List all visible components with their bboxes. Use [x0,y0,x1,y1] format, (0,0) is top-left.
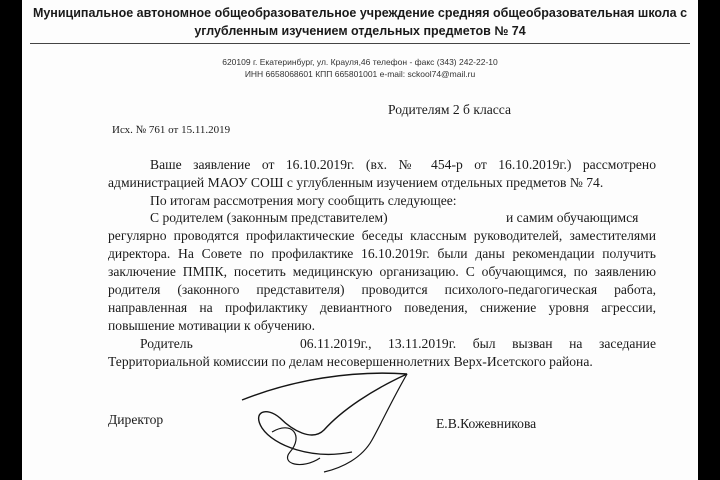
body-p3-line1b: и самим обучающимся [506,210,639,225]
body-p3-line1a: С родителем (законным представителем) [150,210,388,225]
body-p3-line4: заключение ПМПК, посетить медицинскую организацию. С обучающимся, по заявлению [108,264,656,279]
body-p3-line3: директора. На Совете по профилактике 16.10.2019г. были даны рекомендации получить [108,246,656,261]
org-requisites: ИНН 6658068601 КПП 665801001 e-mail: sckool74@mail.ru [244,69,476,79]
outgoing-number: Исх. № 761 от 15.11.2019 [112,124,231,136]
handwritten-signature [232,360,422,480]
letterhead-divider [30,43,690,44]
body-p3-line6: направленная на профилактику девиантного поведения, снижение уровня агрессии, [108,300,656,315]
org-name-line1: Муниципальное автономное общеобразовательное учреждение средняя общеобразовательная школа с [32,6,688,20]
recipient-line: Родителям 2 б класса [388,102,512,117]
body-p4-line1a: Родитель [140,336,193,351]
body-p1-line2: администрацией МАОУ СОШ с углубленным изучением отдельных предметов № 74. [108,175,604,190]
signatory-role: Директор [108,412,164,427]
org-name-line2: углубленным изучением отдельных предметов № 74 [194,24,526,38]
body-p3-line5: родителя (законного представителя) проводится психолого-педагогическая работа, [108,282,656,297]
body-p1-line1: Ваше заявление от 16.10.2019г. (вх. № 454-р от 16.10.2019г.) рассмотрено [150,157,656,172]
signatory-name: Е.В.Кожевникова [436,416,537,431]
letter-page [22,0,698,480]
body-p3-line7: повышение мотивации к обучению. [108,318,316,333]
body-p4-line1b: 06.11.2019г., 13.11.2019г. был вызван на заседание [300,336,656,351]
body-p2: По итогам рассмотрения могу сообщить следующее: [150,193,457,208]
body-p3-line2: регулярно проводятся профилактические беседы классным руководителей, заместителями [108,228,656,243]
body-p4-line2: Территориальной комиссии по делам несовершеннолетних Верх-Исетского района. [108,354,593,369]
org-address: 620109 г. Екатеринбург, ул. Крауля,46 телефон - факс (343) 242-22-10 [222,57,498,67]
